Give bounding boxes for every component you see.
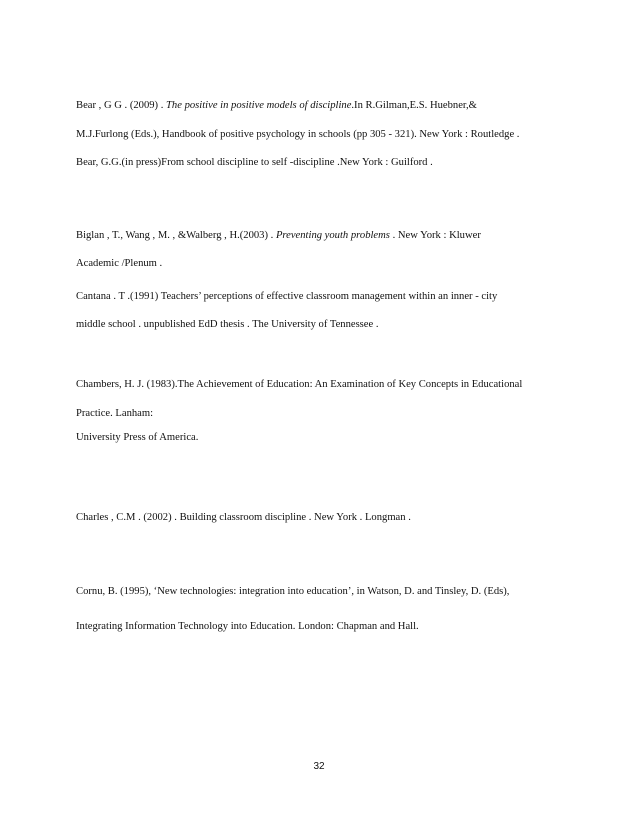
- biglan-2003-source: . New York : Kluwer: [389, 230, 481, 241]
- bear-2009-source: .In R.Gilman,E.S. Huebner,&: [351, 100, 477, 111]
- reference-chambers-1983-line-1: Chambers, H. J. (1983).The Achievement of Education: An Examination of Key Concepts in Educational: [76, 379, 523, 390]
- reference-biglan-2003-line-1: [76, 229, 481, 242]
- reference-cantana-1991-line-1: Cantana . T .(1991) Teachers’ perceptions of effective classroom management within an inner - city: [76, 291, 498, 302]
- page-number: 32: [313, 761, 325, 772]
- reference-bear-2009-line-1: [76, 99, 477, 112]
- reference-bear-2009-line-2: M.J.Furlong (Eds.), Handbook of positive psychology in schools (pp 305 - 321). New York : Routledge .: [76, 129, 520, 140]
- reference-cantana-1991-line-2: middle school . unpublished EdD thesis . The University of Tennessee .: [76, 319, 379, 330]
- bear-2009-authors: Bear , G G . (2009) .: [76, 100, 167, 111]
- reference-bear-in-press: Bear, G.G.(in press)From school discipline to self -discipline .New York : Guilford .: [76, 157, 433, 168]
- biglan-2003-title: Preventing youth problems: [275, 230, 390, 241]
- biglan-2003-authors: Biglan , T., Wang , M. , &Walberg , H.(2003) .: [76, 230, 276, 241]
- reference-cornu-1995-line-1: Cornu, B. (1995), ‘New technologies: integration into education’, in Watson, D. and Tinsley, D. (Eds),: [76, 586, 510, 597]
- reference-chambers-1983-line-2: Practice. Lanham:: [76, 408, 154, 419]
- reference-cornu-1995-line-2: Integrating Information Technology into Education. London: Chapman and Hall.: [76, 621, 419, 632]
- reference-chambers-1983-line-3: University Press of America.: [76, 432, 199, 443]
- reference-charles-2002: Charles , C.M . (2002) . Building classroom discipline . New York . Longman .: [76, 512, 411, 523]
- bear-2009-title: The positive in positive models of discipline: [166, 100, 352, 111]
- reference-biglan-2003-line-2: Academic /Plenum .: [76, 258, 163, 269]
